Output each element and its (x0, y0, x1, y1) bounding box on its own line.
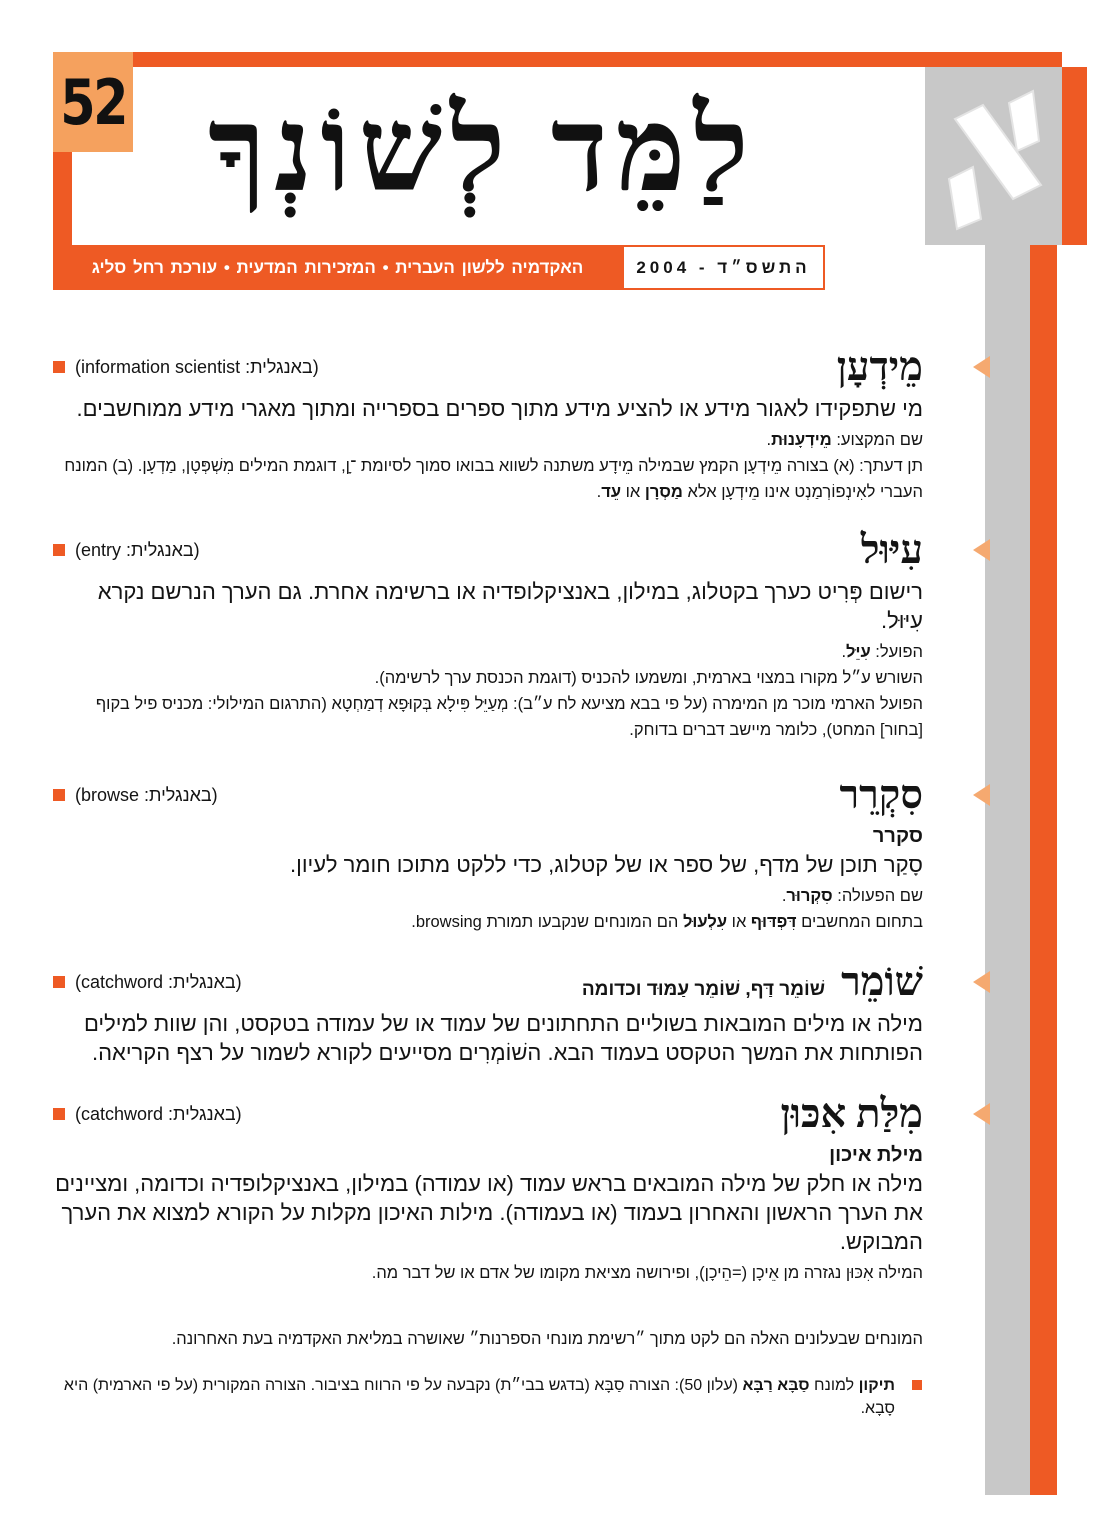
note (53, 665, 923, 691)
entry-term: סִקְרֵר (839, 772, 923, 817)
bold-term: עִלְעוּל (682, 913, 728, 931)
newsletter-title: לַמֵּד לְשׁוֹנְךָ (208, 85, 757, 216)
note (53, 1260, 923, 1286)
text-run: . (596, 483, 602, 501)
entry (53, 1087, 923, 1286)
english-equivalent (53, 540, 200, 561)
entry-header (53, 523, 923, 577)
entry-term: שׁוֹמֵר (841, 959, 923, 1004)
academy-aleph-logo-icon (925, 67, 1062, 245)
bold-term: דִּפְדּוּף (750, 913, 797, 931)
square-bullet-icon (53, 544, 65, 556)
issue-number: 52 (60, 65, 126, 139)
note (53, 639, 923, 665)
header-right-border (1062, 67, 1087, 245)
date-box (622, 245, 825, 290)
entry-header (53, 768, 923, 822)
side-stripe-orange (1030, 245, 1057, 1495)
text-run: השורש ע״ל מקורו במצוי בארמית, ומשמעו להכניס (דוגמת הכנסת ערך לרשימה). (374, 669, 923, 687)
correction-note (53, 1374, 923, 1420)
triangle-marker-icon (973, 971, 990, 993)
entry-term: מִלַּת אִכּוּן (780, 1091, 923, 1136)
square-bullet-icon (53, 1108, 65, 1120)
header-top-border (130, 52, 1062, 67)
text-run: תן דעתך: (א) בצורה מֵידְעָן הקמץ שבמילה מֵידָע משתנה לשווא בבואו סמוך לסיומת ־ָן, דוגמת המילים מִשְׁפְּטָן, מַדְעָן. (ב) המונח העברי לאִינְפוֹרְמַנְט אינו מֵידְעָן אלא (64, 457, 923, 501)
side-stripe-gray (985, 245, 1030, 1495)
header-left-border (53, 152, 72, 245)
text-run: הפועל הארמי מוכר מן המימרה (על פי בבא מציעא לח ע״ב): מְעַיֵּל פִּילָא בְּקוּפָא דְמַחְטָא (התרגום המילולי: מכניס פיל בקוף [בחור] המחט), כלומר מיישב דברים בדוחק. (95, 695, 923, 739)
entries-column (53, 340, 923, 1420)
english-term: (באנגלית: catchword) (75, 1103, 242, 1124)
bold-term: סִקְרוּר (786, 887, 833, 905)
triangle-marker-icon (973, 356, 990, 378)
text-run: או (621, 483, 645, 501)
definition: מילה או חלק של מילה המובאים בראש עמוד (או עמודה) במילון, באנציקלופדיה וכדומה, ומציינים את הערך הראשון והאחרון בעמוד (או בעמודה). מילות האיכון מקלות על הקורא למצוא את הערך המבוקש. (55, 1171, 923, 1254)
triangle-marker-icon (973, 1103, 990, 1125)
note (53, 427, 923, 453)
entry (53, 523, 923, 743)
english-term: (באנגלית: browse) (75, 784, 218, 805)
text-run: . (766, 431, 772, 449)
text-run: בתחום המחשבים (796, 913, 923, 931)
bold-term: עֵד (601, 483, 622, 501)
bold-term: עִיֵּל (846, 643, 871, 661)
correction-text (64, 1377, 895, 1417)
term-group (582, 955, 923, 1009)
bold-term: מַסְרָן (644, 483, 683, 501)
english-term: (באנגלית: information scientist) (75, 356, 319, 377)
byline: האקדמיה ללשון העברית • המזכירות המדעית • עורכת רחל סליג (91, 257, 584, 277)
triangle-marker-icon (973, 539, 990, 561)
entry (53, 768, 923, 935)
english-equivalent (53, 972, 242, 993)
text-run: למונח (809, 1377, 859, 1394)
entry-term: מֵידְעָן (836, 344, 923, 389)
text-run: . (841, 643, 847, 661)
text-run: שם הפעולה: (832, 887, 923, 905)
text-run: (עלון 50): הצורה סַבָּא (בדגש בבי״ת) נקבעה על פי הרווח בציבור. הצורה המקורית (על פי הארמית) היא סָבָא. (63, 1377, 895, 1417)
triangle-marker-icon (973, 784, 990, 806)
byline-bar (53, 245, 622, 290)
square-bullet-icon (53, 976, 65, 988)
english-equivalent (53, 785, 218, 806)
term-group (840, 768, 923, 822)
entry-header (53, 1087, 923, 1141)
issue-date: התשס״ד - 2004 (636, 257, 811, 277)
english-term: (באנגלית: entry) (75, 539, 200, 560)
unvocalized-spelling: מילת איכון (829, 1144, 923, 1166)
english-equivalent (53, 357, 319, 378)
square-bullet-icon (53, 361, 65, 373)
entry-term: עִיּוּל (860, 527, 923, 572)
english-term: (באנגלית: catchword) (75, 971, 242, 992)
entry (53, 340, 923, 505)
note (53, 453, 923, 505)
term-group (837, 340, 923, 394)
text-run: או (727, 913, 751, 931)
entry-header (53, 340, 923, 394)
text-run: המילה אִכּוּן נגזרה מן אֵיכָן (=הֵיכָן), ופירושה מציאת מקומו של אדם או של דבר מה. (371, 1264, 923, 1282)
definition: רישום פְּרִיט כערך בקטלוג, במילון, באנציקלופדיה או ברשימה אחרת. גם הערך הנרשם נקרא עִיּוּל. (97, 579, 923, 633)
note (53, 883, 923, 909)
definition: מילה או מילים המובאות בשוליים התחתונים של עמוד או של עמודה בטקסט, והן שוות למילים הפותחות את המשך הטקסט בעמוד הבא. השׁוֹמְרִים מסייעים לקורא לשמור על רצף הקריאה. (83, 1011, 923, 1065)
note (53, 909, 923, 935)
definition: סָקַר תוכן של מדף, של ספר או של קטלוג, כדי ללקט מתוכו חומר לעיון. (290, 852, 923, 877)
entry (53, 955, 923, 1067)
term-group (781, 1087, 923, 1141)
bold-term: סַבָּא רַבָּא (742, 1377, 810, 1394)
definition: מי שתפקידו לאגור מידע או להציע מידע מתוך ספרים בספרייה ומתוך מאגרי מידע ממוחשבים. (76, 396, 923, 421)
bold-term: תיקון (858, 1377, 895, 1394)
square-bullet-icon (912, 1380, 922, 1390)
text-run: הפועל: (870, 643, 923, 661)
academy-logo (925, 67, 1062, 245)
text-run: . (781, 887, 787, 905)
text-run: שם המקצוע: (831, 431, 923, 449)
note (53, 691, 923, 743)
text-run: הם המונחים שנקבעו תמורת browsing. (411, 913, 683, 931)
square-bullet-icon (53, 789, 65, 801)
unvocalized-spelling: סקרר (872, 825, 923, 847)
entry-subterm: שׁוֹמֵר דַּף, שׁוֹמֵר עַמּוּד וכדומה (581, 979, 826, 1000)
term-group (861, 523, 923, 577)
entry-header (53, 955, 923, 1009)
english-equivalent (53, 1104, 242, 1125)
logo-stroke (1009, 91, 1039, 151)
logo-stroke (949, 167, 981, 229)
source-note: המונחים שבעלונים האלה הם לקט מתוך ״רשימת מונחי הספרנות״ שאושרה במליאת האקדמיה בעת האחרונה. (171, 1330, 923, 1348)
bold-term: מֵידְעָנוּת (771, 431, 832, 449)
